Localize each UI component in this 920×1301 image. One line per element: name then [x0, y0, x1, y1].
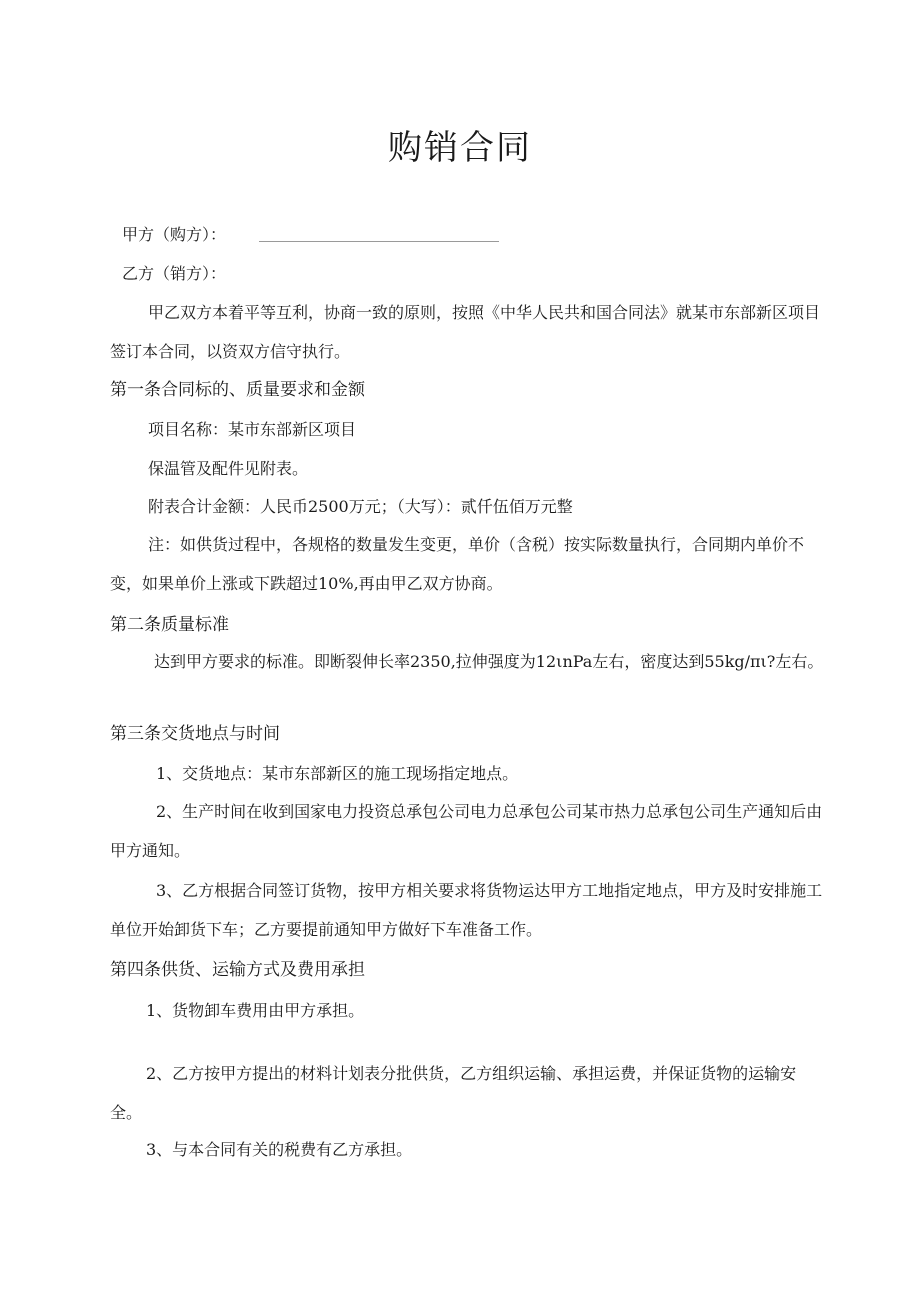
- party-a-label: 甲方（购方）：: [122, 225, 227, 244]
- article-4-heading: 第四条供货、运输方式及费用承担: [110, 960, 365, 980]
- article-2-heading: 第二条质量标准: [110, 615, 229, 635]
- article-1-amount: 附表合计金额：人民币2500万元；（大写）：贰仟伍佰万元整: [148, 497, 573, 516]
- article-1-items: 保温管及配件见附表。: [148, 459, 309, 478]
- article-4-item-3: 3、与本合同有关的税费有乙方承担。: [146, 1140, 413, 1159]
- article-3-item-1: 1、交货地点：某市东部新区的施工现场指定地点。: [156, 764, 519, 783]
- article-3-heading: 第三条交货地点与时间: [110, 724, 280, 744]
- article-2-body: 达到甲方要求的标准。即断裂伸长率2350,拉伸强度为12ιnPa左右，密度达到55kg∕πι?左右。: [154, 652, 824, 671]
- party-b-label: 乙方（销方）：: [122, 264, 227, 283]
- document-title: 购销合同: [388, 128, 532, 168]
- article-4-item-2: 2、乙方按甲方提出的材料计划表分批供货，乙方组织运输、承担运费，并保证货物的运输安全。: [110, 1064, 797, 1122]
- article-3-item-2: 2、生产时间在收到国家电力投资总承包公司电力总承包公司某市热力总承包公司生产通知后由甲方通知。: [110, 802, 823, 860]
- party-a-blank-line: [259, 241, 499, 242]
- article-3-item-3: 3、乙方根据合同签订货物，按甲方相关要求将货物运达甲方工地指定地点，甲方及时安排施工单位开始卸货下车；乙方要提前通知甲方做好下车准备工作。: [110, 881, 823, 939]
- article-1-note: 注：如供货过程中，各规格的数量发生变更，单价（含税）按实际数量执行，合同期内单价不变，如果单价上涨或下跌超过10%,再由甲乙双方协商。: [110, 535, 805, 593]
- intro-paragraph: 甲乙双方本着平等互利，协商一致的原则，按照《中华人民共和国合同法》就某市东部新区项目签订本合同，以资双方信守执行。: [110, 303, 821, 361]
- article-1-project-name: 项目名称：某市东部新区项目: [148, 420, 357, 439]
- article-1-heading: 第一条合同标的、质量要求和金额: [110, 380, 365, 400]
- article-4-item-1: 1、货物卸车费用由甲方承担。: [146, 1001, 365, 1020]
